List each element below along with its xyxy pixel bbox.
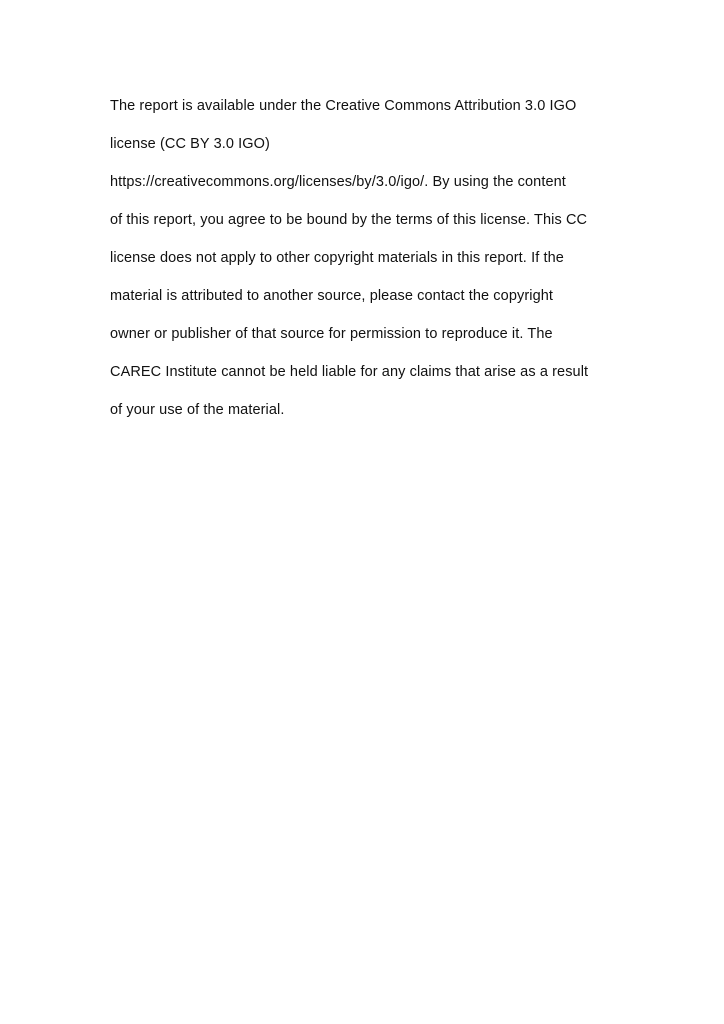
license-notice-line: license does not apply to other copyright materials in this report. If the: [110, 250, 564, 266]
license-notice-line: of this report, you agree to be bound by the terms of this license. This CC: [110, 212, 588, 228]
license-notice-line: owner or publisher of that source for permission to reproduce it. The: [110, 326, 553, 342]
license-url-line: https://creativecommons.org/licenses/by/3.0/igo/. By using the content: [110, 174, 566, 190]
license-notice-line: CAREC Institute cannot be held liable for any claims that arise as a result: [110, 364, 589, 380]
license-notice-line: material is attributed to another source, please contact the copyright: [110, 288, 554, 304]
license-notice: [110, 95, 650, 437]
license-notice-line: of your use of the material.: [110, 402, 285, 418]
license-notice-line: license (CC BY 3.0 IGO): [110, 136, 270, 152]
license-notice-line: The report is available under the Creative Commons Attribution 3.0 IGO: [110, 98, 577, 114]
